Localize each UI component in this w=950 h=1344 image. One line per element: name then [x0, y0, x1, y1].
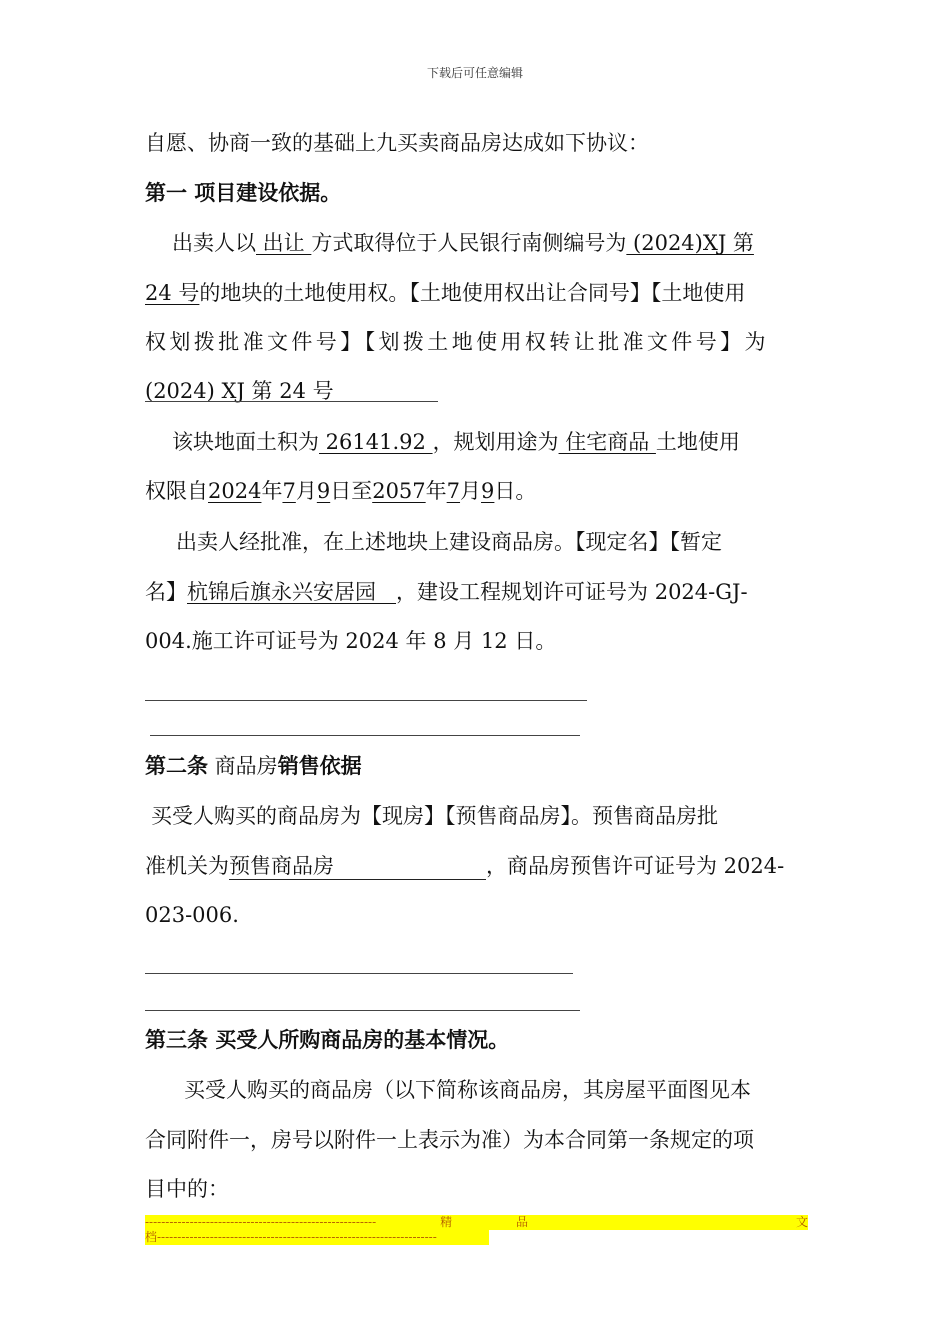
- paragraph-line: [145, 476, 536, 506]
- text-span: 准机关为: [145, 854, 229, 878]
- blank-fill-rule: [145, 1010, 580, 1011]
- paragraph-line: [172, 427, 740, 457]
- filled-plot-number: (2024)XJ 第: [626, 231, 754, 255]
- blank-fill-rule: [150, 735, 580, 736]
- text-span: 土地使用: [655, 430, 740, 454]
- text-span: 日至: [330, 479, 373, 503]
- paragraph-line: 出卖人经批准，在上述地块上建设商品房。【现定名】【暂定: [176, 530, 722, 554]
- text-span: 商品房: [208, 754, 278, 778]
- text-span: ，商品房预售许可证号为 2024-: [486, 854, 785, 878]
- paragraph-line: 023-006.: [145, 903, 239, 927]
- text-span: 销售依据: [277, 753, 362, 778]
- text-span: 月: [460, 479, 482, 503]
- text-span: ，建设工程规划许可证号为 2024-GJ-: [396, 580, 748, 604]
- page-header-note: 下载后可任意编辑: [426, 66, 523, 80]
- footer-watermark: [145, 1215, 808, 1245]
- text-span: 方式取得位于人民银行南侧编号为: [311, 231, 627, 255]
- text-span: 该块地面土积为: [172, 430, 319, 454]
- underline-rule: [145, 401, 438, 402]
- paragraph-line: 权划拨批准文件号】【划拨土地使用权转让批准文件号】为: [145, 330, 769, 354]
- filled-plot-number-end: 24 号: [145, 281, 200, 305]
- text-span: 年: [261, 479, 283, 503]
- blank-fill-rule: [145, 700, 587, 701]
- section-1-title: 第一 项目建设依据。: [145, 180, 342, 205]
- filled-acquisition-method: 出让: [256, 231, 312, 255]
- footer-char: 精: [440, 1215, 453, 1229]
- paragraph-line: [172, 228, 754, 258]
- blank-fill-rule: [145, 973, 573, 974]
- filled-end-day: 9: [481, 479, 495, 503]
- footer-row: [145, 1215, 808, 1230]
- paragraph-line: 目中的：: [145, 1177, 229, 1201]
- footer-dashes: ---------------------------------------------------------: [145, 1215, 377, 1229]
- text-span: ，规划用途为: [432, 430, 559, 454]
- filled-approval-authority: 预售商品房: [229, 853, 486, 880]
- paragraph-line: 买受人购买的商品房（以下简称该商品房，其房屋平面图见本: [184, 1078, 751, 1102]
- paragraph-line: [145, 851, 784, 881]
- paragraph-line: [145, 278, 745, 308]
- text-span: 月: [295, 479, 317, 503]
- filled-project-name: 杭锦后旗永兴安居园: [187, 580, 397, 604]
- section-3-title: 第三条 买受人所购商品房的基本情况。: [145, 1027, 510, 1052]
- filled-land-area: 26141.92: [319, 430, 433, 454]
- filled-start-year: 2024: [208, 479, 262, 503]
- filled-end-month: 7: [446, 479, 461, 503]
- section-2-title: [145, 751, 362, 781]
- paragraph-line: 004.施工许可证号为 2024 年 8 月 12 日。: [145, 629, 557, 653]
- footer-row: 档---------------------------------------------------------------------: [145, 1230, 489, 1245]
- paragraph-line: 合同附件一，房号以附件一上表示为准）为本合同第一条规定的项: [145, 1128, 754, 1152]
- filled-land-use: 住宅商品: [558, 430, 656, 454]
- footer-gap: [592, 1215, 732, 1230]
- text-span: 的地块的土地使用权。【土地使用权出让合同号】【土地使用: [199, 281, 746, 305]
- text-span: 日。: [494, 479, 537, 503]
- filled-start-day: 9: [316, 479, 331, 503]
- paragraph-line: 自愿、协商一致的基础上九买卖商品房达成如下协议：: [145, 131, 649, 155]
- text-span: 出卖人以: [172, 231, 256, 255]
- filled-start-month: 7: [282, 479, 296, 503]
- text-span: 年: [425, 479, 447, 503]
- text-span: 权限自: [145, 479, 208, 503]
- text-span: 第二条: [145, 753, 208, 778]
- footer-char: 文: [795, 1215, 808, 1229]
- filled-end-year: 2057: [372, 479, 426, 503]
- text-span: 名】: [145, 580, 187, 604]
- filled-document-number: (2024) XJ 第 24 号: [145, 379, 334, 403]
- paragraph-line: 买受人购买的商品房为【现房】【预售商品房】。预售商品房批: [151, 804, 718, 828]
- footer-char: 品: [516, 1215, 529, 1229]
- paragraph-line: [145, 577, 748, 607]
